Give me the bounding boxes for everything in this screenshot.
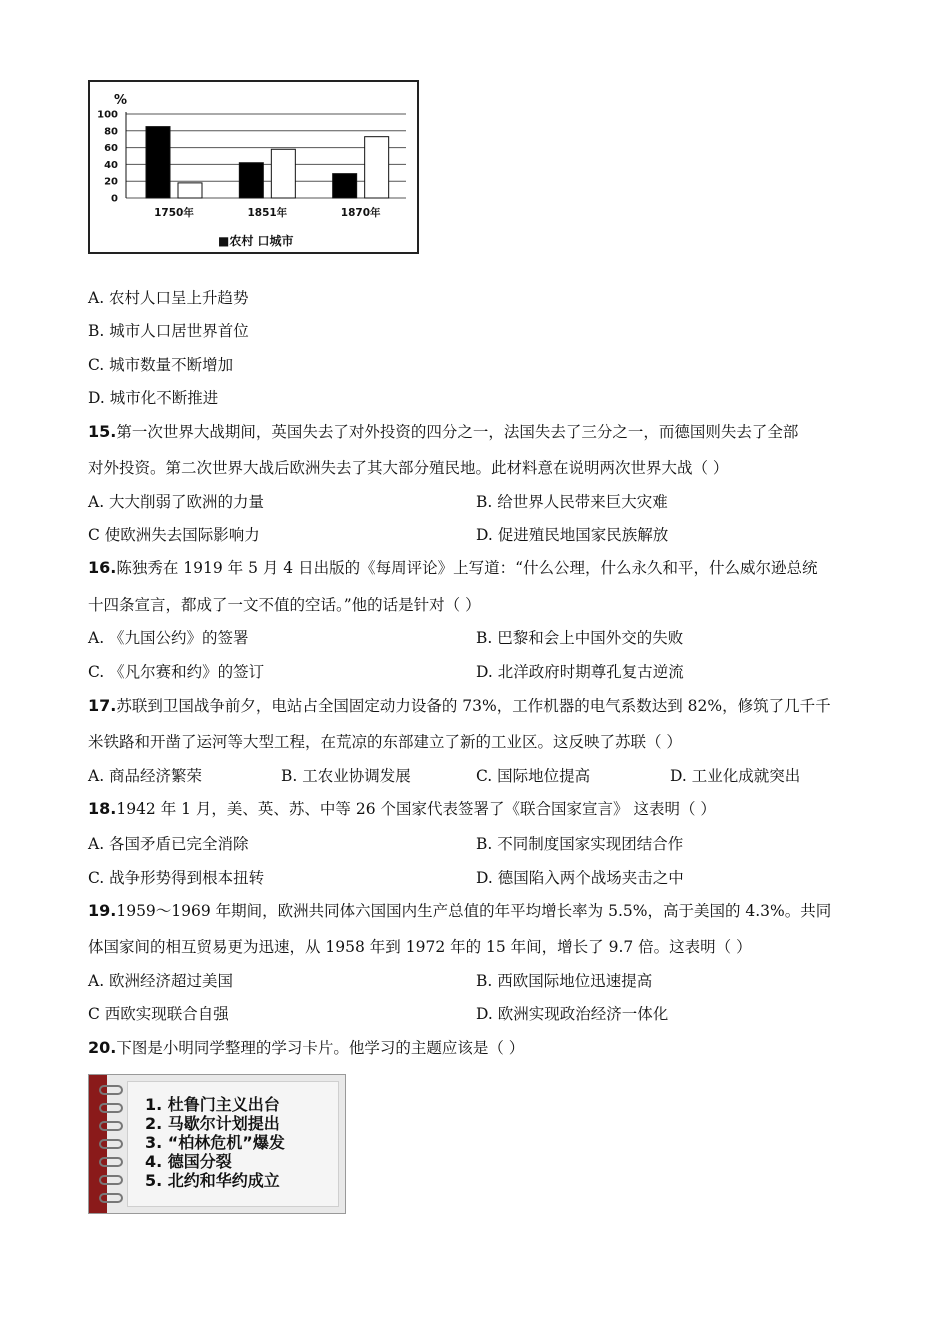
q19-text-1: 1959～1969 年期间，欧洲共同体六国国内生产总值的年平均增长率为 5.5%，高于美国的 4.3%。共同 <box>116 902 832 920</box>
chart-svg <box>90 82 417 252</box>
y-tick-label: 40 <box>104 159 118 171</box>
q15-text-1: 第一次世界大战期间，英国失去了对外投资的四分之一，法国失去了三分之一，而德国则失去了全部 <box>116 423 799 441</box>
bar-urban <box>178 183 202 198</box>
q18-text-1: 1942 年 1 月，美、英、苏、中等 26 个国家代表签署了《联合国家宣言》 这表明（ ） <box>116 800 716 818</box>
binder-ring-icon <box>99 1085 123 1095</box>
y-tick-label: 100 <box>97 109 118 121</box>
q18-option-d[interactable]: D. 德国陷入两个战场夹击之中 <box>476 869 684 887</box>
population-bar-chart <box>88 80 419 254</box>
q16-number: 16. <box>88 558 117 577</box>
bar-rural <box>333 174 357 198</box>
q18-option-c[interactable]: C. 战争形势得到根本扭转 <box>88 869 265 887</box>
q17-option-c[interactable]: C. 国际地位提高 <box>476 767 591 785</box>
q20-stem-line1 <box>88 1038 524 1058</box>
q15-stem-line1 <box>88 422 798 442</box>
y-tick-label: 20 <box>104 176 118 188</box>
chart-legend: ■农村 口城市 <box>218 234 294 248</box>
q17-stem-line1 <box>88 696 831 716</box>
q17-text-1: 苏联到卫国战争前夕，电站占全国固定动力设备的 73%，工作机器的电气系数达到 82%，修筑了几千千 <box>116 697 831 715</box>
q14-option-d[interactable]: D. 城市化不断推进 <box>88 389 219 407</box>
q16-stem-line2: 十四条宣言，都成了一文不值的空话。”他的话是针对（ ） <box>88 596 481 614</box>
q17-option-b[interactable]: B. 工农业协调发展 <box>281 767 411 785</box>
x-tick-label: 1750年 <box>154 207 194 219</box>
binder-ring-icon <box>99 1121 123 1131</box>
q15-option-d[interactable]: D. 促进殖民地国家民族解放 <box>476 526 669 544</box>
q17-number: 17. <box>88 696 117 715</box>
bar-rural <box>239 163 263 198</box>
q17-option-a[interactable]: A. 商品经济繁荣 <box>88 767 203 785</box>
q19-option-c[interactable]: C 西欧实现联合自强 <box>88 1005 229 1023</box>
q17-option-d[interactable]: D. 工业化成就突出 <box>670 767 801 785</box>
q15-number: 15. <box>88 422 117 441</box>
q19-stem-line2: 体国家间的相互贸易更为迅速，从 1958 年到 1972 年的 15 年间，增长了 9.7 倍。这表明（ ） <box>88 938 752 956</box>
q16-text-1: 陈独秀在 1919 年 5 月 4 日出版的《每周评论》上写道：“什么公理，什么永久和平，什么威尔逊总统 <box>116 559 818 577</box>
q20-text-1: 下图是小明同学整理的学习卡片。他学习的主题应该是（ ） <box>116 1039 525 1057</box>
q15-option-c[interactable]: C 使欧洲失去国际影响力 <box>88 526 260 544</box>
q16-option-c[interactable]: C. 《凡尔赛和约》的签订 <box>88 663 265 681</box>
study-card <box>88 1074 346 1214</box>
q14-option-b[interactable]: B. 城市人口居世界首位 <box>88 322 249 340</box>
q20-number: 20. <box>88 1038 117 1057</box>
q16-option-b[interactable]: B. 巴黎和会上中国外交的失败 <box>476 629 684 647</box>
q16-option-a[interactable]: A. 《九国公约》的签署 <box>88 629 249 647</box>
q18-option-b[interactable]: B. 不同制度国家实现团结合作 <box>476 835 684 853</box>
card-item: 2. 马歇尔计划提出 <box>145 1114 280 1133</box>
card-item: 5. 北约和华约成立 <box>145 1171 280 1190</box>
q16-stem-line1 <box>88 558 818 578</box>
card-item: 3. “柏林危机”爆发 <box>145 1133 285 1152</box>
x-tick-label: 1851年 <box>247 207 288 219</box>
q17-stem-line2: 米铁路和开凿了运河等大型工程，在荒凉的东部建立了新的工业区。这反映了苏联（ ） <box>88 733 682 751</box>
q19-option-b[interactable]: B. 西欧国际地位迅速提高 <box>476 972 653 990</box>
bar-rural <box>146 127 170 198</box>
q14-option-a[interactable]: A. 农村人口呈上升趋势 <box>88 289 249 307</box>
x-tick-label: 1870年 <box>340 207 381 219</box>
binder-ring-icon <box>99 1175 123 1185</box>
q19-option-d[interactable]: D. 欧洲实现政治经济一体化 <box>476 1005 669 1023</box>
binder-ring-icon <box>99 1139 123 1149</box>
y-axis-label: % <box>114 93 128 108</box>
binder-ring-icon <box>99 1193 123 1203</box>
bar-urban <box>365 137 389 198</box>
card-item: 1. 杜鲁门主义出台 <box>145 1095 280 1114</box>
card-item: 4. 德国分裂 <box>145 1152 232 1171</box>
q15-option-a[interactable]: A. 大大削弱了欧洲的力量 <box>88 493 265 511</box>
binder-ring-icon <box>99 1157 123 1167</box>
q14-option-c[interactable]: C. 城市数量不断增加 <box>88 356 234 374</box>
binder-ring-icon <box>99 1103 123 1113</box>
q19-option-a[interactable]: A. 欧洲经济超过美国 <box>88 972 234 990</box>
q18-stem-line1 <box>88 799 716 819</box>
q18-option-a[interactable]: A. 各国矛盾已完全消除 <box>88 835 249 853</box>
y-tick-label: 80 <box>104 126 118 138</box>
q18-number: 18. <box>88 799 117 818</box>
q19-number: 19. <box>88 901 117 920</box>
y-tick-label: 0 <box>111 193 118 205</box>
q19-stem-line1 <box>88 901 831 921</box>
y-tick-label: 60 <box>104 143 118 155</box>
q15-stem-line2: 对外投资。第二次世界大战后欧洲失去了其大部分殖民地。此材料意在说明两次世界大战（ ） <box>88 459 729 477</box>
q15-option-b[interactable]: B. 给世界人民带来巨大灾难 <box>476 493 668 511</box>
bar-urban <box>271 149 295 198</box>
q16-option-d[interactable]: D. 北洋政府时期尊孔复古逆流 <box>476 663 684 681</box>
